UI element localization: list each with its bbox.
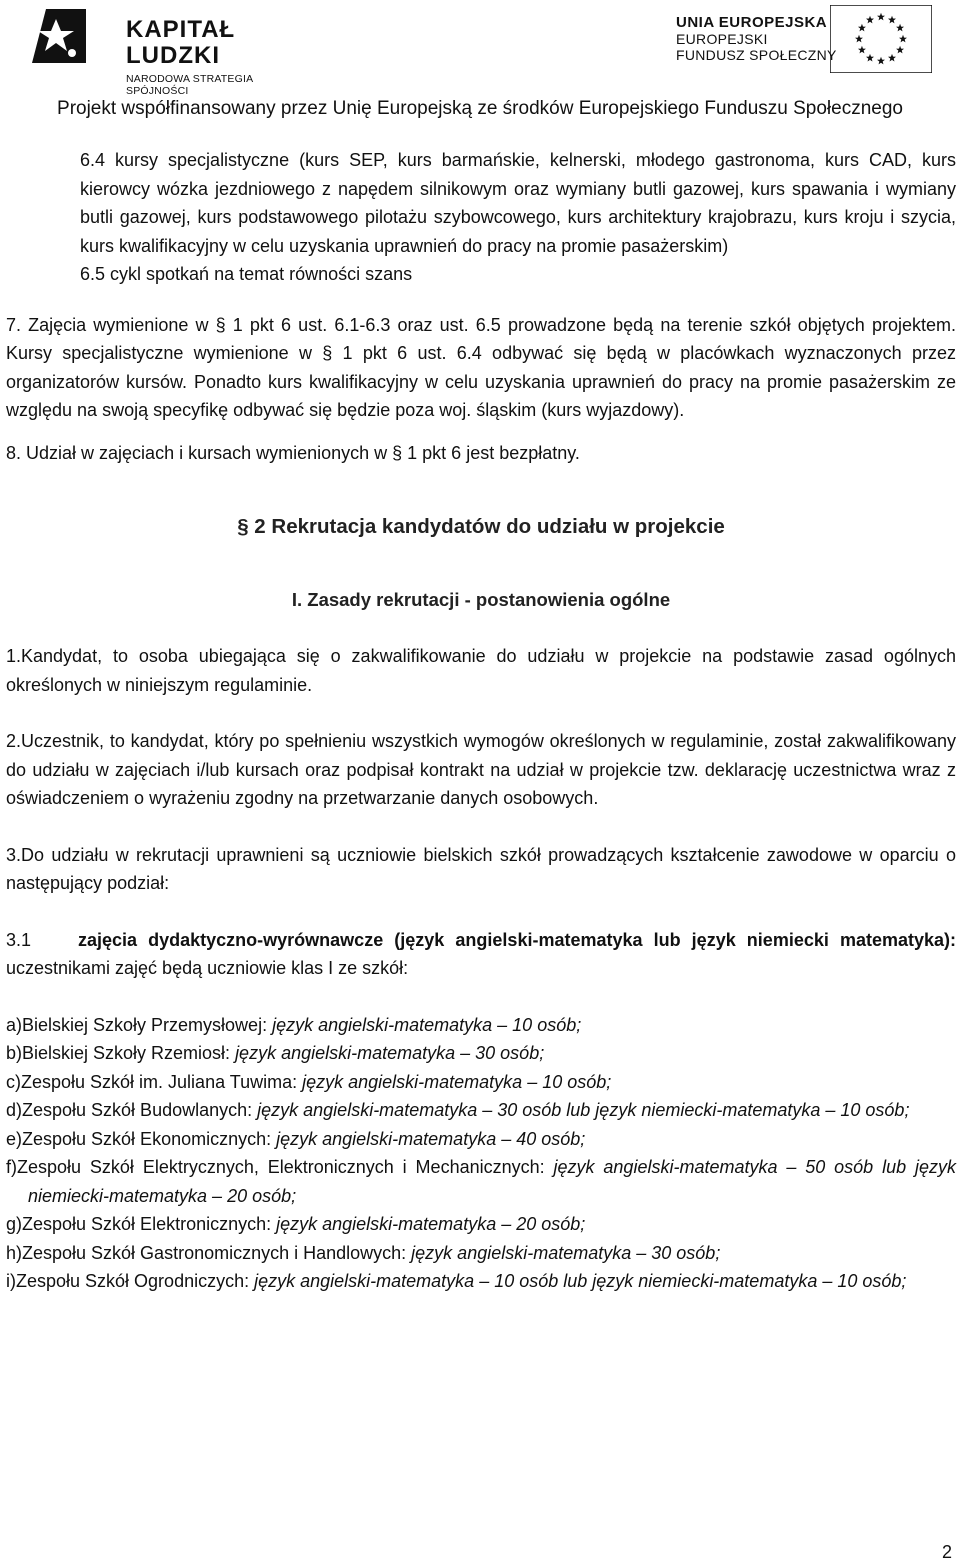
list-item: e)Zespołu Szkół Ekonomicznych: język angielski-matematyka – 40 osób; (6, 1128, 586, 1149)
eu-star-icon (877, 13, 885, 21)
paragraph-7: 7. Zajęcia wymienione w § 1 pkt 6 ust. 6.1-6.3 oraz ust. 6.5 prowadzone będą na terenie szkół objętych projektem. Kursy specjalistyczne wymienione w § 1 pkt 6 ust. 6.4 odbywać się będą w placówkach wyznaczonych przez organizatorów kursów. Ponadto kurs kwalifikacyjny w celu uzyskania uprawnień do pracy na promie pasażerskim ze względu na swoją specyfikę odbywać się będzie poza woj. śląskim (kurs wyjazdowy). (6, 314, 956, 420)
eu-star-icon (896, 24, 904, 32)
section-heading: § 2 Rekrutacja kandydatów do udziału w projekcie (237, 515, 725, 538)
paragraph-2-1: 1.Kandydat, to osoba ubiegająca się o zakwalifikowanie do udziału w projekcie na podstawie zasad ogólnych określonych w niniejszym regulaminie. (6, 646, 956, 695)
document-body (6, 146, 956, 1296)
eu-logo (668, 5, 938, 67)
list-item: b)Bielskiej Szkoły Rzemiosł: język angielski-matematyka – 30 osób; (6, 1043, 545, 1063)
paragraph-3-1 (6, 926, 956, 983)
eu-star-icon (888, 54, 896, 62)
list-item: a)Bielskiej Szkoły Przemysłowej: język angielski-matematyka – 10 osób; (6, 1014, 582, 1035)
paragraph-2-2: 2.Uczestnik, to kandydat, który po spełnieniu wszystkich wymogów określonych w regulaminie, został zakwalifikowany do udziału w zajęciach i/lub kursach oraz podpisał kontrakt na udział w projekcie tzw. deklarację uczestnictwa wraz z oświadczeniem o wyrażeniu zgodny na przetwarzanie danych osobowych. (6, 731, 956, 808)
kapital-ludzki-logo (26, 5, 276, 97)
list-item: f)Zespołu Szkół Elektrycznych, Elektronicznych i Mechanicznych: język angielski-matematyka – 50 osób lub język niemiecki-matematyka – 20 osób; (6, 1157, 956, 1206)
subsection-heading: I. Zasady rekrutacji - postanowienia ogólne (291, 588, 671, 610)
paragraph-6-5: 6.5 cykl spotkań na temat równości szans (80, 264, 413, 284)
eu-star-icon (888, 16, 896, 24)
list-item: g)Zespołu Szkół Elektronicznych: język angielski-matematyka – 20 osób; (6, 1214, 586, 1234)
paragraph-8: 8. Udział w zajęciach i kursach wymienionych w § 1 pkt 6 jest bezpłatny. (6, 442, 580, 463)
paragraph-3-1-rest: uczestnikami zajęć będą uczniowie klas I ze szkół: (6, 958, 409, 978)
list-item: h)Zespołu Szkół Gastronomicznych i Handlowych: język angielski-matematyka – 30 osób; (6, 1242, 721, 1263)
kapital-ludzki-emblem-icon (26, 5, 90, 67)
eu-star-icon (858, 24, 866, 32)
eu-flag-icon (830, 5, 932, 73)
eu-star-icon (896, 46, 904, 54)
list-item: d)Zespołu Szkół Budowlanych: język angielski-matematyka – 30 osób lub język niemiecki-matematyka – 10 osób; (6, 1100, 910, 1120)
paragraph-2-3: 3.Do udziału w rekrutacji uprawnieni są uczniowie bielskich szkół prowadzących kształcenie zawodowe w oparciu o następujący podział: (6, 844, 956, 893)
eu-star-icon (877, 57, 885, 65)
eu-line-2: EUROPEJSKI (676, 31, 768, 47)
cofinance-statement: Projekt współfinansowany przez Unię Europejską ze środków Europejskiego Funduszu Społecznego (57, 98, 903, 119)
paragraph-3-1-bold: zajęcia dydaktyczno-wyrównawcze (język angielski-matematyka lub język niemiecki matematyka): (78, 929, 956, 950)
kapital-ludzki-subtitle: NARODOWA STRATEGIA SPÓJNOŚCI (126, 73, 253, 97)
page-header (0, 0, 960, 130)
eu-line-3: FUNDUSZ SPOŁECZNY (676, 47, 837, 63)
list-item: i)Zespołu Szkół Ogrodniczych: język angielski-matematyka – 10 osób lub język niemiecki-matematyka – 10 osób; (6, 1271, 907, 1291)
eu-star-icon (855, 35, 863, 43)
school-list (6, 1011, 956, 1296)
list-item: c)Zespołu Szkół im. Juliana Tuwima: język angielski-matematyka – 10 osób; (6, 1071, 612, 1092)
paragraph-6-4: 6.4 kursy specjalistyczne (kurs SEP, kurs barmańskie, kelnerski, młodego gastronoma, kurs CAD, kurs kierowcy wózka jezdniowego z napędem silnikowym oraz wymiany butli gazowej, kurs spawania i wymiany butli gazowej, kurs podstawowego pilotażu szybowcowego, kurs architektury krajobrazu, kurs kroju i szycia, kurs kwalifikacyjny w celu uzyskania uprawnień do pracy na promie pasażerskim) (80, 150, 956, 256)
eu-star-icon (866, 54, 874, 62)
eu-star-icon (858, 46, 866, 54)
paragraph-3-1-number: 3.1 (6, 929, 32, 950)
page-number: 2 (941, 1542, 952, 1562)
kapital-ludzki-title: KAPITAŁ LUDZKI (126, 16, 236, 69)
eu-star-icon (866, 16, 874, 24)
eu-star-icon (899, 35, 907, 43)
eu-line-1: UNIA EUROPEJSKA (676, 14, 828, 31)
